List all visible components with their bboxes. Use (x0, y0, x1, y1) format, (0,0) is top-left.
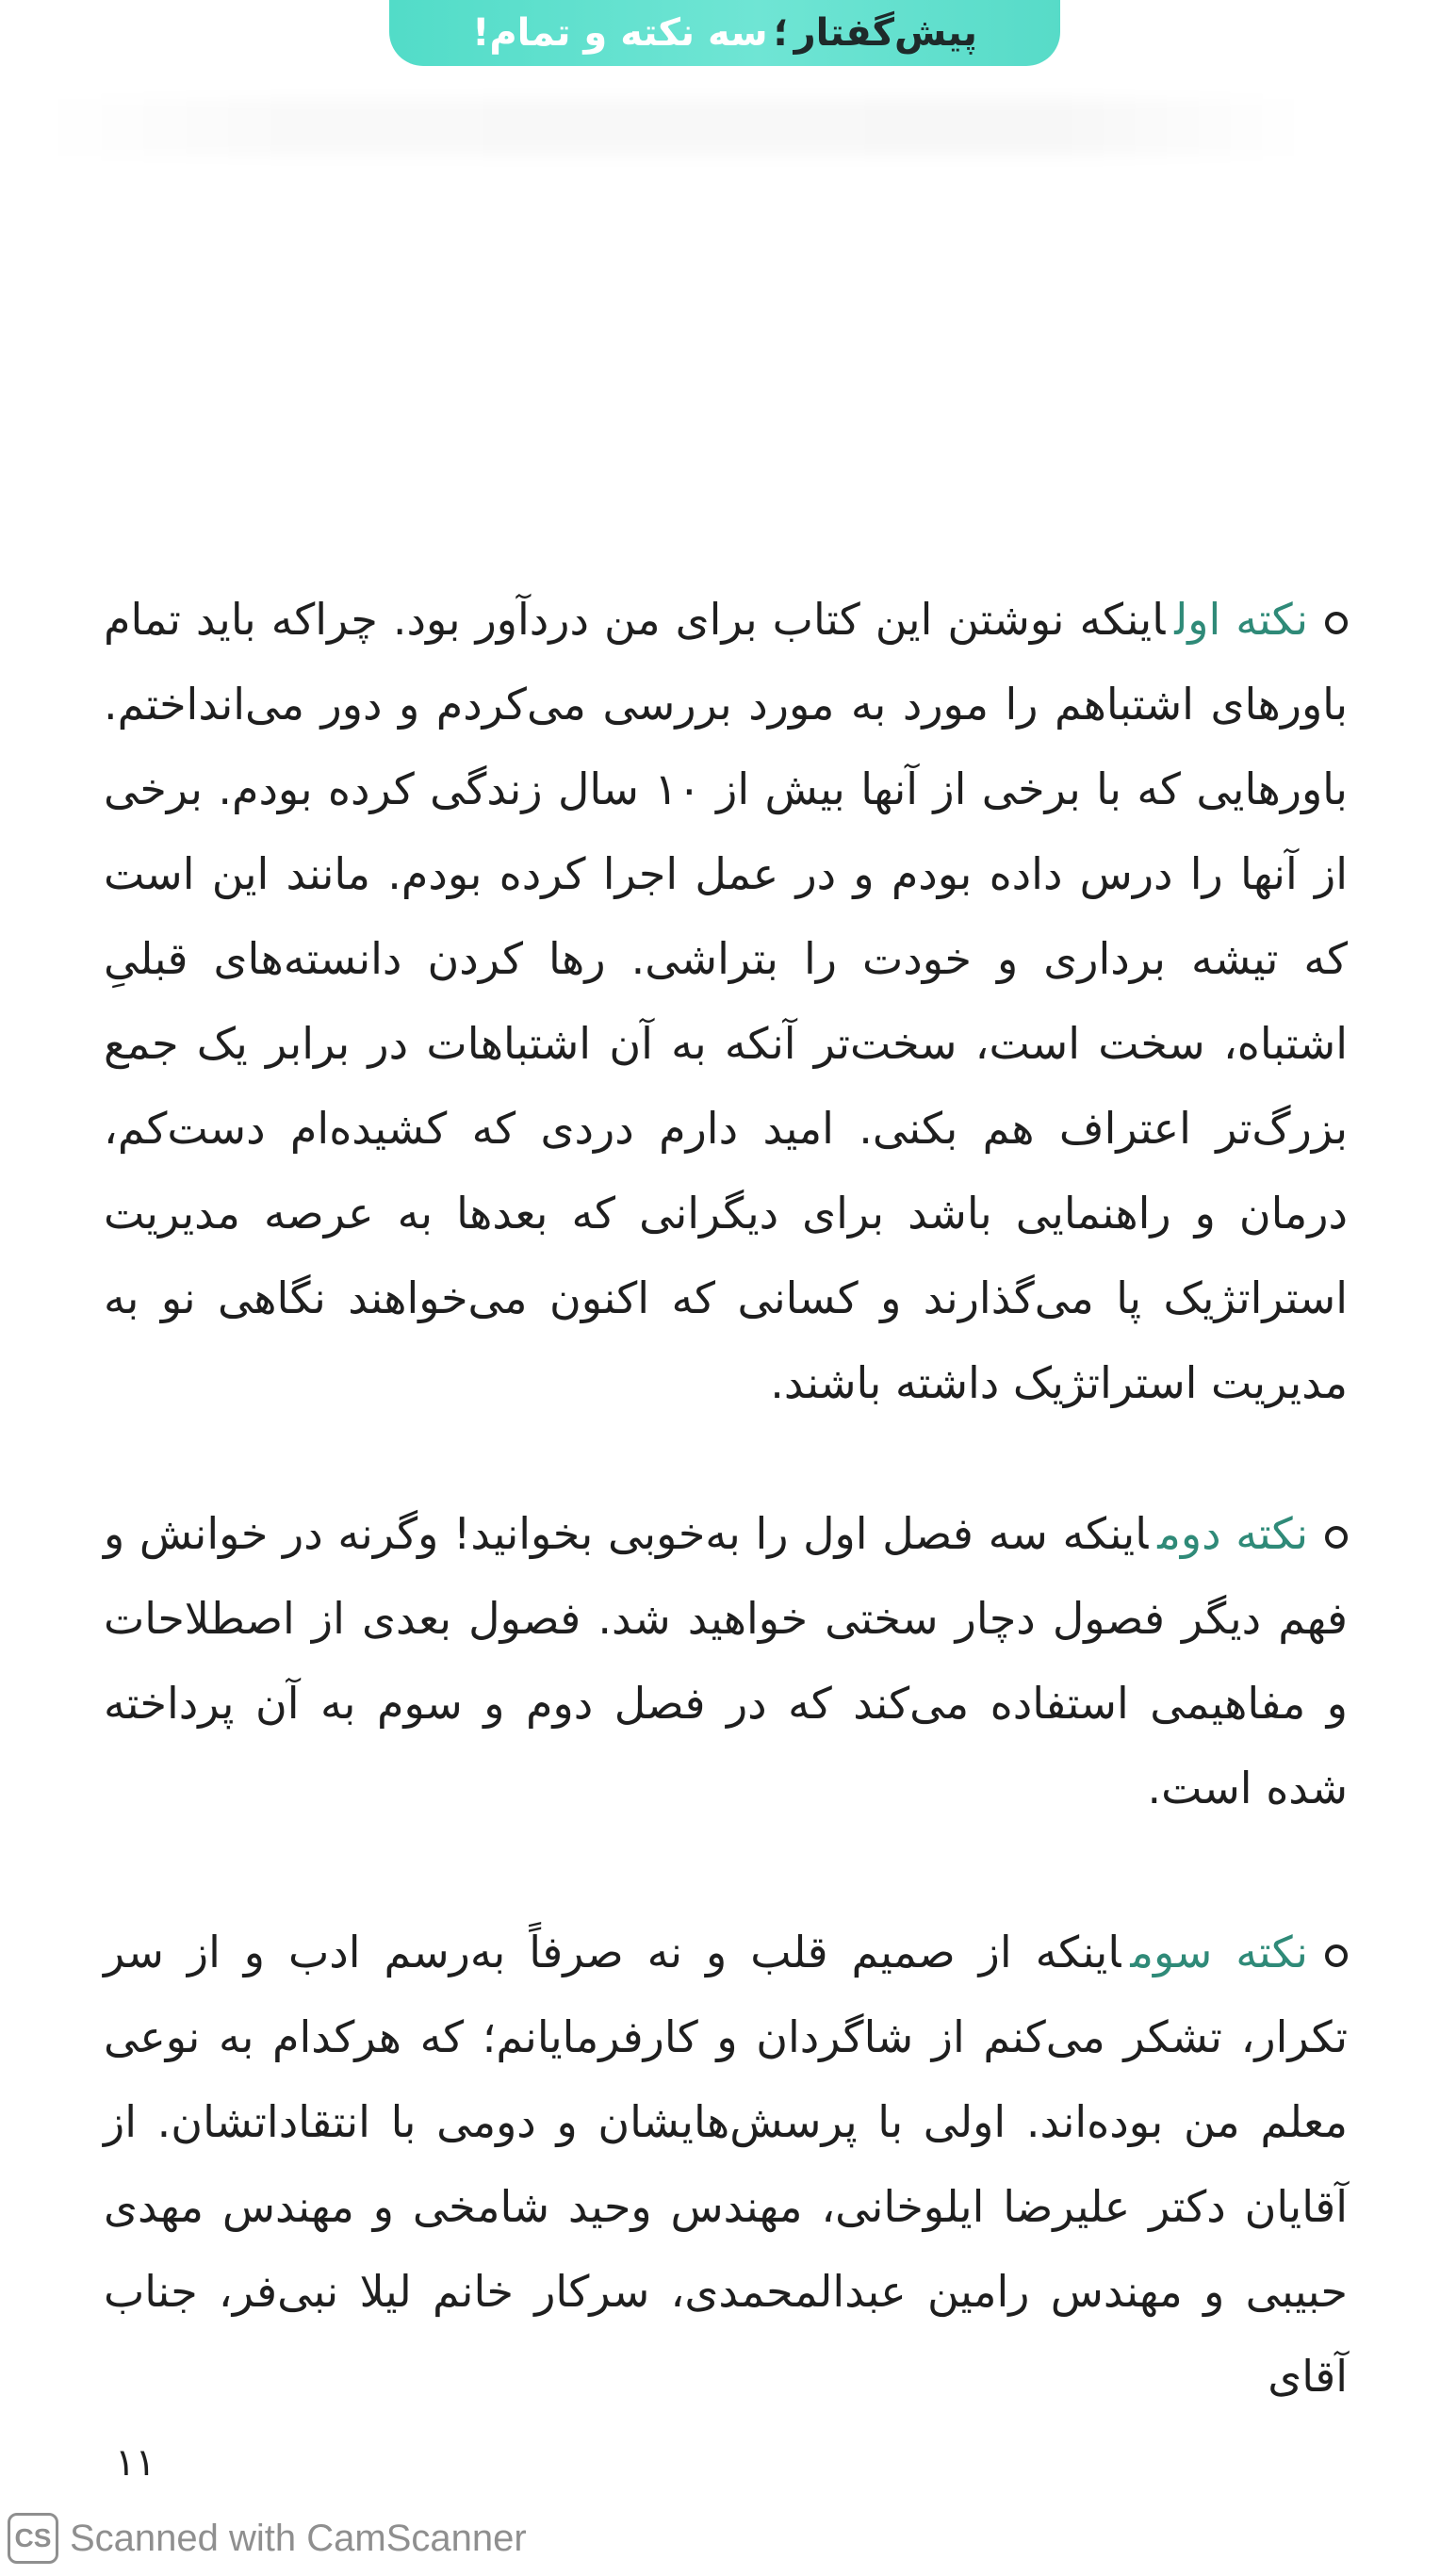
camscanner-logo-icon: CS (8, 2513, 58, 2564)
point-two-text: اینکه سه فصل اول را به‌خوبی بخوانید! وگرنه در خوانش و فهم دیگر فصول دچار سختی خواهید شد. فصول بعدی از اصطلاحات و مفاهیمی استفاده می‌کند که در فصل دوم و سوم به آن پرداخته شده است. (104, 1508, 1348, 1813)
point-one-label: نکته اول (1174, 594, 1309, 645)
point-two-paragraph (104, 1491, 1348, 1830)
point-three-paragraph (104, 1910, 1348, 2419)
bleed-through-shadow (38, 99, 1310, 156)
circle-bullet-icon (1325, 1944, 1348, 1967)
point-three-text: اینکه از صمیم قلب و نه صرفاً به‌رسم ادب و از سر تکرار، تشکر می‌کنم از شاگردان و کارفرمایانم؛ که هرکدام به نوعی معلم من بوده‌اند. اولی با پرسش‌هایشان و دومی با انتقاداتشان. از آقایان دکتر علیرضا ایلوخانی، مهندس وحید شامخی و مهندس مهدی حبیبی و مهندس رامین عبدالمحمدی، سرکار خانم لیلا نبی‌فر، جناب آقای (104, 1927, 1348, 2402)
point-one-paragraph (104, 577, 1348, 1425)
circle-bullet-icon (1325, 1526, 1348, 1549)
page-number: ۱۱ (115, 2441, 155, 2485)
header-title: سه نکته و تمام! (472, 11, 768, 55)
point-one-text: اینکه نوشتن این کتاب برای من دردآور بود. چراکه باید تمام باورهای اشتباهم را مورد به مورد بررسی می‌کردم و دور می‌انداختم. باورهایی که با برخی از آنها بیش از ۱۰ سال زندگی کرده بودم. برخی از آنها را درس داده بودم و در عمل اجرا کرده بودم. مانند این است که تیشه برداری و خودت را بتراشی. رها کردن دانسته‌های قبلیِ اشتباه، سخت است، سخت‌تر آنکه به آن اشتباهات در برابر یک جمع بزرگ‌تر اعتراف هم بکنی. امید دارم دردی که کشیده‌ام دست‌کم، درمان و راهنمایی باشد برای دیگرانی که بعدها به عرصه مدیریت استراتژیک پا می‌گذارند و کسانی که اکنون می‌خواهند نگاهی نو به مدیریت استراتژیک داشته باشند. (104, 594, 1348, 1408)
point-three-label: نکته سوم (1130, 1927, 1308, 1977)
chapter-header (389, 0, 1060, 66)
watermark-text: Scanned with CamScanner (70, 2517, 527, 2559)
header-prefix: پیش‌گفتار (794, 11, 977, 55)
header-separator: ؛ (773, 11, 789, 55)
point-two-label: نکته دوم (1157, 1508, 1308, 1559)
scanner-watermark (8, 2507, 527, 2569)
circle-bullet-icon (1325, 612, 1348, 634)
